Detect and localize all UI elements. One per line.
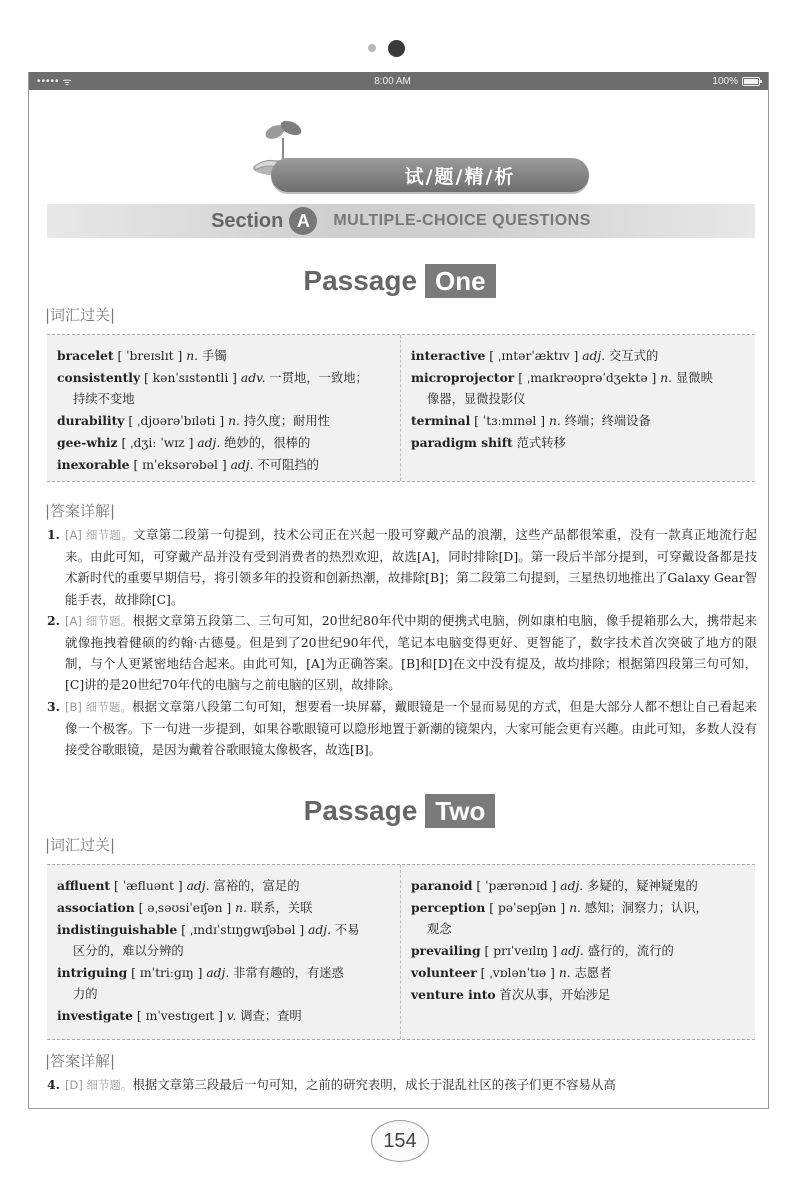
vocab-definition: 首次从事，开始涉足 [499,988,611,1002]
answer-body [65,610,757,696]
vocab-pos: adv. [240,371,266,385]
vocab-pos: n. [235,901,247,915]
vocab-pos: n. [558,966,571,980]
vocab-word: perception [411,900,486,915]
vocab-pos: adj. [308,923,331,937]
answer-item [47,524,757,610]
vocab-word: paradigm shift [411,435,513,450]
vocab-word: affluent [57,878,111,893]
tablet-screen [28,72,769,1109]
status-time: 8:00 AM [374,75,411,87]
passage-word: Passage [303,265,418,296]
vocab-word: inexorable [57,457,130,472]
vocab-definition: 盛行的，流行的 [587,944,674,958]
section-word: Section [211,209,284,232]
page-number: 154 [371,1120,429,1162]
passage-one-title [29,264,769,298]
signal-area [37,74,73,88]
section-letter-badge: A [289,207,317,235]
vocab-pos: adj. [560,879,584,893]
vocab-phonetic: [ ˈæfluənt ] [114,879,183,893]
vocab-word: bracelet [57,348,114,363]
vocab-entry [57,875,390,897]
vocab-word: intriguing [57,965,128,980]
vocab-definition-cont: 像器，显微投影仪 [427,392,526,406]
vocab-entry [57,962,390,984]
vocab-definition: 一贯地，一致地； [269,371,368,385]
vocab-entry [57,410,390,432]
wifi-icon: ᯤ [62,77,73,88]
vocab-definition-cont: 力的 [73,987,98,1001]
vocab-definition: 联系，关联 [250,901,313,915]
vocab-column-left [47,865,401,1039]
vocab-definition-cont: 观念 [427,922,452,936]
vocab-entry [57,897,390,919]
answer-item [47,696,757,761]
vocab-entry [57,1005,390,1027]
answer-body [65,696,757,761]
vocab-entry [411,432,745,454]
vocab-definition: 不可阻挡的 [257,458,319,472]
chapter-banner [29,90,768,200]
vocab-word: durability [57,413,125,428]
answer-tag: [A] 细节题。 [65,613,133,628]
vocab-word: indistinguishable [57,922,178,937]
signal-dots: ••••• [37,75,60,87]
vocab-heading: |词汇过关| [45,836,116,854]
vocab-word: microprojector [411,370,515,385]
vocab-entry [57,367,390,389]
vocab-phonetic: [ ˌdʒiː ˈwɪz ] [121,436,194,450]
vocab-entry [411,897,745,919]
device-camera [0,38,800,58]
banner-title: 试/题/精/析 [404,165,516,188]
passage-number-badge: One [425,264,496,298]
section-title: MULTIPLE-CHOICE QUESTIONS [333,212,591,229]
answer-text: 根据文章第八段第二句可知，想要看一块屏幕，戴眼镜是一个显而易见的方式，但是大部分人都不想让自己看起来像一个极客。下一句进一步提到，如果谷歌眼镜可以隐形地置于新潮的镜架内，大家可能会更有兴趣。由此可知，多数人没有接受谷歌眼镜，是因为戴着谷歌眼镜太像极客，故选[B]。 [65,698,757,758]
vocab-phonetic: [ ˈpærənɔɪd ] [476,879,557,893]
vocab-definition: 绝妙的，很棒的 [224,436,311,450]
vocab-column-right [401,335,755,481]
banner-title-bar [271,158,589,192]
vocab-phonetic: [ ˌɪndɪˈstɪŋgwɪʃəbəl ] [181,923,305,937]
vocab-pos: adj. [230,458,254,472]
vocab-definition: 显微映 [676,371,713,385]
vocab-pos: n. [569,901,581,915]
vocab-word: investigate [57,1008,133,1023]
vocab-definition: 手镯 [202,349,227,363]
battery-icon [742,77,760,86]
section-header [47,204,755,238]
camera-lens [388,40,405,57]
answer-number: 2. [47,612,60,628]
vocab-pos: n. [228,414,240,428]
vocab-pos: n. [660,371,673,385]
vocab-word: consistently [57,370,141,385]
vocab-pos: adj. [197,436,221,450]
vocab-definition: 非常有趣的，有迷惑 [233,966,344,980]
answer-item [47,1074,757,1096]
vocab-phonetic: [ pəˈsepʃən ] [489,901,566,915]
vocab-pos: n. [186,349,199,363]
vocab-entry [411,962,745,984]
vocab-pos: adj. [582,349,606,363]
vocab-phonetic: [ ɪnˈvestɪgeɪt ] [136,1009,223,1023]
sensor-dot [368,44,376,52]
answer-text: 根据文章第五段第二、三句可知，20世纪80年代中期的便携式电脑，例如康柏电脑，像手提箱那么大，携带起来就像拖拽着健硕的约翰·古德曼。但是到了20世纪90年代，笔记本电脑变得更好、更智能了，数字技术首次突破了地方的限制，与个人更紧密地结合起来。由此可知，[A]为正确答案。[B]和[D]在文中没有提及，故均排除；根据第四段第三句可知，[C]讲的是20世纪70年代的电脑与之前电脑的区别，故排除。 [65,612,757,693]
vocab-word: volunteer [411,965,477,980]
vocab-definition: 终端；终端设备 [564,414,651,428]
vocab-box-one [47,334,755,482]
vocab-definition: 不易 [334,923,360,937]
vocab-word: interactive [411,348,486,363]
vocab-entry [411,345,745,367]
vocab-definition-cont: 持续不变地 [73,392,135,406]
vocab-phonetic: [ ɪnˈeksərəbəl ] [133,458,227,472]
vocab-word: paranoid [411,878,473,893]
vocab-definition: 交互式的 [609,349,659,363]
vocab-pos: adj. [186,879,210,893]
vocab-definition-cont: 区分的，难以分辨的 [73,944,184,958]
vocab-phonetic: [ ˈtɜːmɪnəl ] [474,414,546,428]
vocab-word: venture into [411,987,496,1002]
answer-item [47,610,757,696]
vocab-pos: adj. [206,966,230,980]
vocab-phonetic: [ əˌsəʊsiˈeɪʃən ] [138,901,232,915]
vocab-pos: adj. [560,944,584,958]
vocab-entry [57,454,390,476]
answer-body [65,524,757,610]
passage-word: Passage [303,795,418,826]
vocab-definition: 感知；洞察力；认识， [584,901,708,915]
vocab-definition: 志愿者 [574,966,612,980]
passage-two-title [29,794,769,828]
vocab-column-left [47,335,401,481]
answer-text: 文章第二段第一句提到，技术公司正在兴起一股可穿戴产品的浪潮，这些产品都很笨重，没有一款真正地流行起来。由此可知，可穿戴产品并没有受到消费者的热烈欢迎，故选[A]，同时排除[D]。第一段后半部分提到，可穿戴设备都是技术新时代的重要早期信号，将引领多年的投资和创新热潮，故排除[B]；第二段第二句提到，三星热切地推出了Galaxy Gear智能手表，故排除[C]。 [65,527,758,607]
vocab-box-two [47,864,755,1040]
vocab-entry [411,367,745,389]
answer-heading: |答案详解| [45,502,116,520]
vocab-entry [411,940,745,962]
answer-number: 1. [47,527,60,542]
vocab-entry [57,919,390,941]
vocab-phonetic: [ kənˈsɪstəntli ] [144,371,237,385]
answer-list-one [47,524,757,760]
vocab-phonetic: [ ɪnˈtriːgɪŋ ] [131,966,203,980]
vocab-definition: 富裕的，富足的 [213,879,300,893]
answer-tag: [A] 细节题。 [65,528,134,542]
answer-heading: |答案详解| [45,1052,116,1070]
vocab-pos: n. [548,414,561,428]
vocab-definition: 多疑的，疑神疑鬼的 [587,879,698,893]
vocab-definition: 持久度；耐用性 [243,414,330,428]
answer-number: 3. [47,698,60,714]
answer-list-two [47,1074,757,1096]
status-bar [29,72,768,90]
vocab-phonetic: [ ˌmaɪkrəʊprəˈdʒektə ] [518,371,657,385]
vocab-definition: 调查；查明 [240,1009,302,1023]
answer-body [65,1074,757,1096]
vocab-word: terminal [411,413,471,428]
vocab-phonetic: [ prɪˈveɪlɪŋ ] [484,944,557,958]
answer-number: 4. [47,1077,60,1092]
passage-number-badge: Two [425,794,495,828]
vocab-phonetic: [ ˌɪntərˈæktɪv ] [489,349,579,363]
vocab-entry [411,875,745,897]
vocab-entry [57,432,390,454]
vocab-word: gee-whiz [57,435,118,450]
vocab-heading: |词汇过关| [45,306,116,324]
vocab-phonetic: [ ˌvɒlənˈtɪə ] [480,966,555,980]
vocab-column-right [401,865,755,1039]
vocab-word: prevailing [411,943,481,958]
vocab-entry [411,410,745,432]
vocab-pos: v. [226,1009,237,1023]
answer-text: 根据文章第三段最后一句可知，之前的研究表明，成长于混乱社区的孩子们更不容易从高 [132,1077,616,1092]
answer-tag: [B] 细节题。 [65,699,133,714]
vocab-phonetic: [ ˌdjʊərəˈbɪləti ] [128,414,225,428]
battery-area [712,76,760,87]
vocab-entry [411,984,745,1006]
vocab-definition: 范式转移 [516,436,566,450]
vocab-word: association [57,900,135,915]
vocab-phonetic: [ ˈbreɪslɪt ] [117,349,183,363]
vocab-entry [57,345,390,367]
answer-tag: [D] 细节题。 [65,1078,133,1092]
battery-percent: 100% [712,75,738,87]
